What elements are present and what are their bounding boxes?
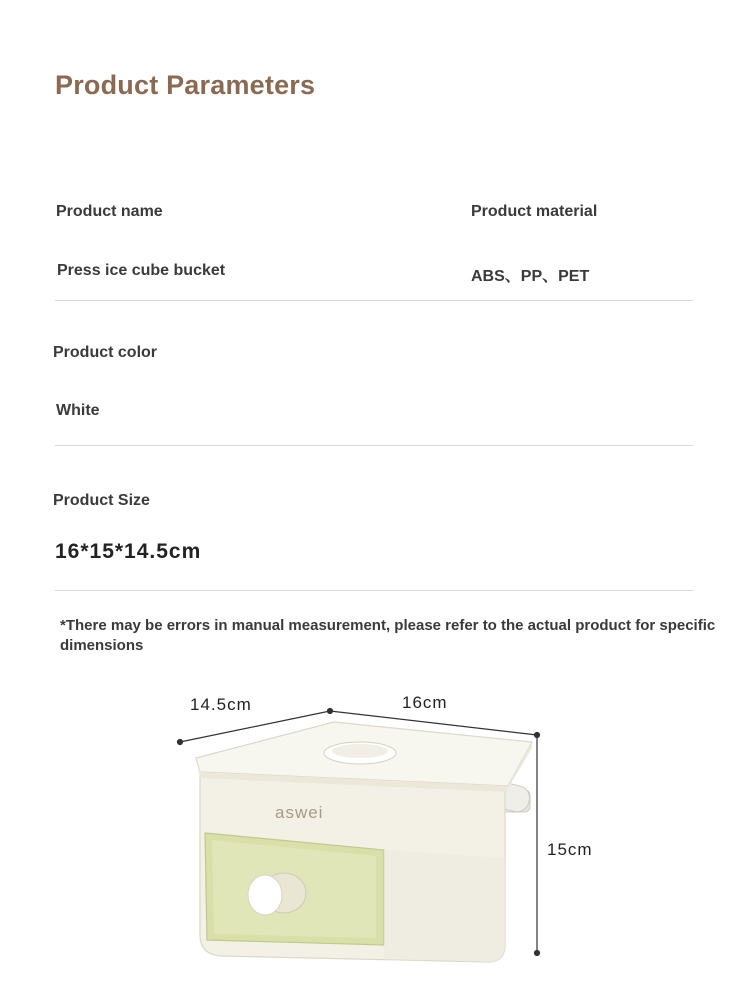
product-material-label: Product material <box>471 203 598 220</box>
measurement-note: *There may be errors in manual measurement, please refer to the actual product for specific dimensions <box>60 617 716 654</box>
divider <box>55 445 693 446</box>
divider <box>55 300 693 301</box>
width-dimension-label: 16cm <box>402 693 448 712</box>
product-dimension-diagram <box>0 680 750 1000</box>
divider <box>55 590 693 591</box>
product-material-value: ABS、PP、PET <box>471 268 590 285</box>
height-dimension-line <box>535 735 540 956</box>
product-name-label: Product name <box>56 203 163 220</box>
height-dimension-label: 15cm <box>547 840 593 859</box>
brand-logo-text: aswei <box>275 803 324 822</box>
product-size-value: 16*15*14.5cm <box>55 540 202 563</box>
product-color-value: White <box>56 402 100 419</box>
page-title: Product Parameters <box>55 70 316 100</box>
ice-bucket-illustration <box>196 722 532 962</box>
product-name-value: Press ice cube bucket <box>57 262 226 279</box>
depth-dimension-label: 14.5cm <box>190 695 252 714</box>
product-size-label: Product Size <box>53 492 150 509</box>
product-color-label: Product color <box>53 344 158 361</box>
